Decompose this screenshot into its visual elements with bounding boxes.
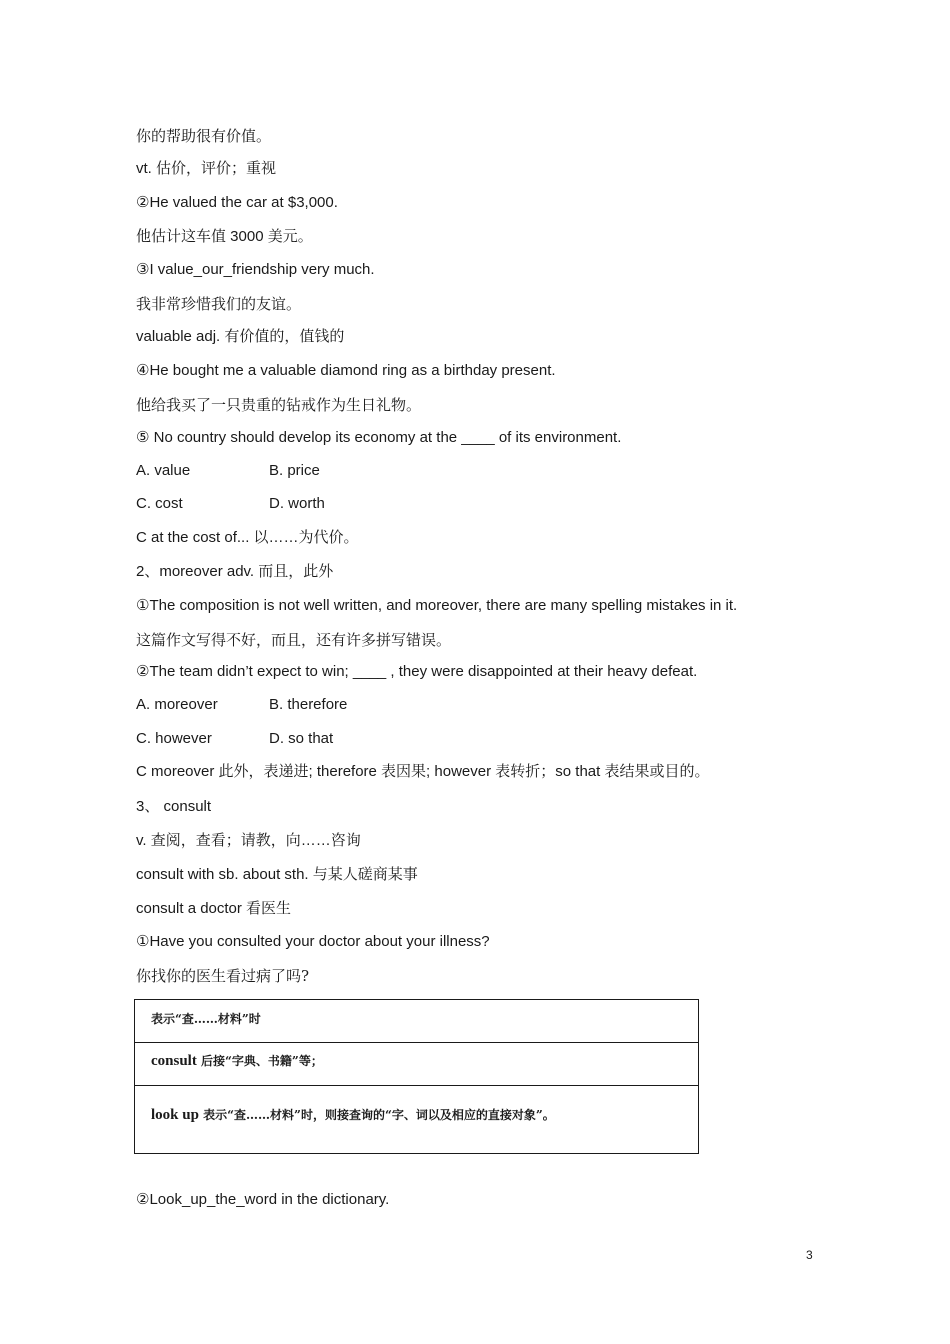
section-heading: 2、moreover adv. 而且，此外 [136, 563, 334, 580]
usage-note-table [134, 999, 699, 1154]
text-line: consult a doctor 看医生 [136, 900, 292, 917]
table-row [135, 1086, 698, 1153]
text-line: ②He valued the car at $3,000. [136, 194, 338, 211]
text-line: 这篇作文写得不好，而且，还有许多拼写错误。 [136, 631, 452, 649]
text-line: ⑤ No country should develop its economy at the ____ of its environment. [136, 429, 622, 446]
text-line: 他估计这车值 3000 美元。 [136, 228, 313, 245]
text-line: 你找你的医生看过病了吗? [136, 967, 310, 985]
text-line: ②Look_up_the_word in the dictionary. [136, 1191, 390, 1208]
option-b: B. therefore [269, 696, 348, 713]
option-a: A. value [136, 462, 191, 479]
page-number: 3 [806, 1248, 813, 1262]
text-line: 他给我买了一只贵重的钻戒作为生日礼物。 [136, 396, 422, 414]
answer-line: C moreover 此外，表递进; therefore 表因果; however 表转折；so that 表结果或目的。 [136, 763, 710, 780]
section-heading: 3、 consult [136, 798, 212, 815]
text-line: consult with sb. about sth. 与某人磋商某事 [136, 866, 418, 883]
text-line: ④He bought me a valuable diamond ring as a birthday present. [136, 362, 556, 379]
text-line: valuable adj. 有价值的，值钱的 [136, 328, 345, 345]
text-line: 你的帮助很有价值。 [136, 127, 272, 145]
text-line: ②The team didn’t expect to win; ____ , they were disappointed at their heavy defeat. [136, 663, 698, 680]
option-b: B. price [269, 462, 320, 479]
option-row [136, 695, 348, 715]
option-d: D. so that [269, 730, 334, 747]
text-line: ①The composition is not well written, and moreover, there are many spelling mistakes in it. [136, 597, 738, 614]
table-row [135, 1000, 698, 1043]
table-row [135, 1043, 698, 1086]
option-row [136, 461, 320, 481]
option-c: C. cost [136, 495, 183, 512]
option-row [136, 494, 325, 514]
text-line: ①Have you consulted your doctor about your illness? [136, 933, 490, 950]
table-cell: look up 表示“查……材料”时，则接查询的“字、词以及相应的直接对象”。 [151, 1107, 555, 1123]
text-line: ③I value_our_friendship very much. [136, 261, 375, 278]
text-line: vt. 估价，评价；重视 [136, 160, 277, 177]
option-c: C. however [136, 730, 212, 747]
answer-line: C at the cost of... 以……为代价。 [136, 529, 359, 546]
table-cell: consult 后接“字典、书籍”等； [151, 1053, 323, 1069]
option-d: D. worth [269, 495, 325, 512]
table-cell: 表示“查……材料”时 [151, 1012, 261, 1026]
text-line: v. 查阅，查看；请教，向……咨询 [136, 832, 361, 849]
option-a: A. moreover [136, 696, 218, 713]
option-row [136, 729, 334, 749]
text-line: 我非常珍惜我们的友谊。 [136, 295, 302, 313]
